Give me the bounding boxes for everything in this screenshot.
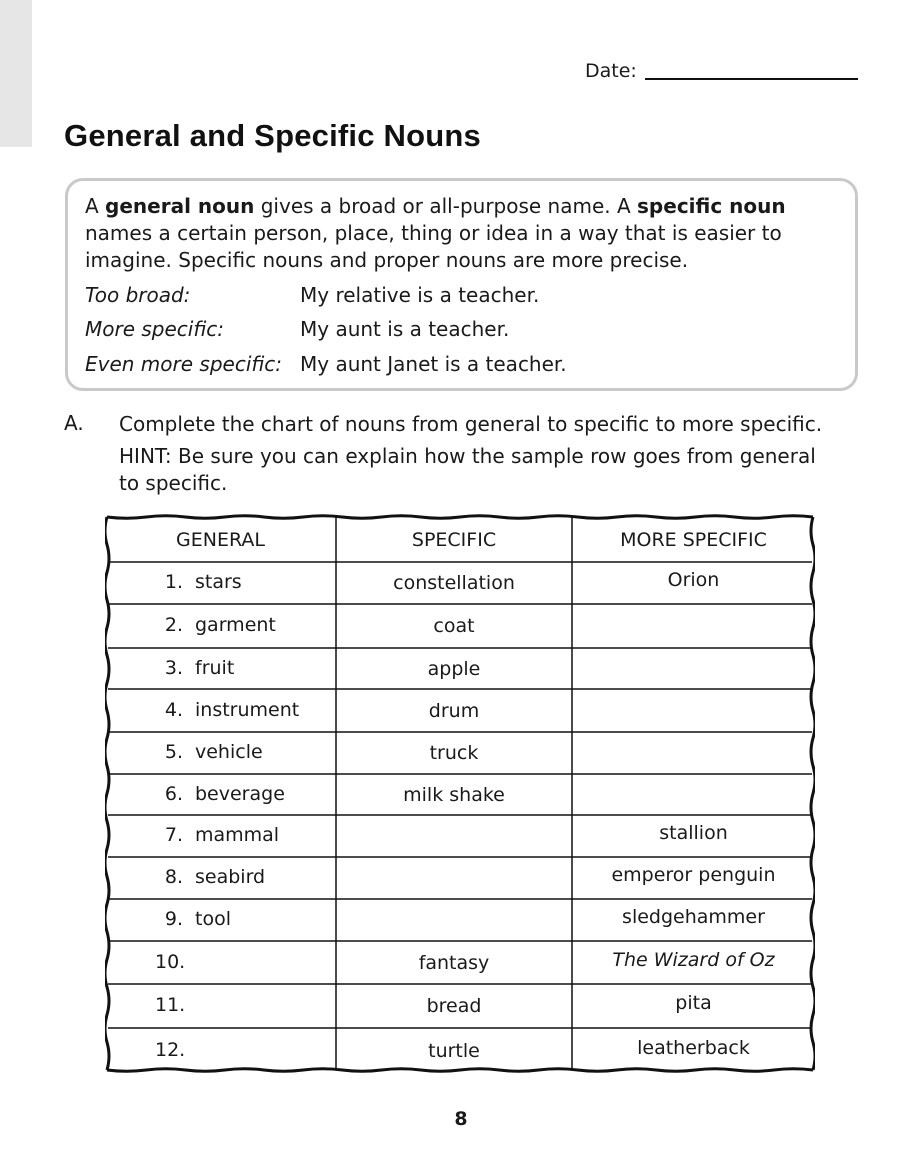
page-title: General and Specific Nouns (64, 118, 481, 153)
more-specific-noun-cell: Orion (667, 569, 720, 591)
general-noun-cell: vehicle (195, 741, 263, 763)
header-more-specific: MORE SPECIFIC (620, 529, 767, 551)
header-specific: SPECIFIC (411, 529, 497, 551)
instructions (119, 411, 839, 497)
row-number: 7. (164, 824, 183, 846)
section-letter: A. (64, 411, 84, 435)
example-label: Even more specific: (85, 352, 283, 376)
example-label: More specific: (85, 317, 225, 341)
specific-noun-blank[interactable] (336, 857, 572, 899)
more-specific-noun-cell: The Wizard of Oz (612, 948, 775, 971)
row-number: 11. (155, 994, 186, 1016)
header-general: GENERAL (176, 529, 265, 551)
more-specific-noun-cell: stallion (659, 822, 728, 844)
general-noun-blank[interactable] (195, 984, 330, 1028)
date-label: Date: (585, 60, 637, 82)
more-specific-noun-blank[interactable] (572, 604, 815, 648)
definition-part: names a certain person, place, thing or idea in a way that is easier to imagine. Specific nouns and proper nouns are more precise. (85, 221, 782, 272)
row-number: 9. (164, 908, 183, 930)
specific-noun-cell: truck (429, 742, 479, 764)
date-input-line[interactable] (645, 78, 858, 80)
general-noun-cell: fruit (195, 656, 235, 679)
row-number: 5. (164, 741, 183, 763)
row-number: 8. (164, 866, 183, 888)
definition-part: A (85, 194, 106, 218)
specific-noun-cell: milk shake (403, 783, 505, 806)
term-specific-noun: specific noun (637, 194, 786, 218)
example-sentence: My aunt Janet is a teacher. (300, 352, 567, 376)
specific-noun-cell: constellation (393, 572, 515, 594)
general-noun-cell: garment (195, 614, 276, 636)
specific-noun-blank[interactable] (336, 899, 572, 941)
noun-chart (105, 514, 815, 1073)
row-number: 6. (164, 782, 183, 805)
page-number: 8 (454, 1108, 468, 1130)
general-noun-cell: mammal (195, 824, 280, 846)
row-number: 12. (155, 1038, 186, 1061)
general-noun-blank[interactable] (195, 1028, 330, 1073)
more-specific-noun-cell: pita (675, 992, 712, 1014)
example-label: Too broad: (85, 283, 191, 307)
more-specific-noun-blank[interactable] (572, 732, 815, 774)
general-noun-blank[interactable] (195, 941, 330, 984)
specific-noun-cell: turtle (428, 1039, 480, 1062)
more-specific-noun-cell: sledgehammer (622, 906, 765, 928)
row-number: 2. (164, 614, 183, 636)
row-number: 1. (164, 571, 183, 593)
row-number: 10. (155, 950, 186, 973)
specific-noun-cell: coat (433, 615, 475, 637)
page-margin-strip (0, 0, 32, 147)
specific-noun-cell: fantasy (418, 951, 490, 974)
general-noun-cell: beverage (195, 782, 285, 805)
general-noun-cell: tool (195, 908, 231, 930)
row-number: 3. (164, 656, 183, 679)
chart-border-edge (105, 517, 109, 1070)
row-number: 4. (164, 698, 183, 721)
definition-part: gives a broad or all-purpose name. A (254, 194, 638, 218)
hint-text: HINT: Be sure you can explain how the sample row goes from general to specific. (119, 444, 816, 495)
more-specific-noun-blank[interactable] (572, 774, 815, 815)
definition-text (85, 193, 830, 274)
more-specific-noun-cell: emperor penguin (611, 864, 776, 886)
example-sentence: My relative is a teacher. (300, 283, 540, 307)
specific-noun-cell: apple (427, 657, 481, 680)
general-noun-cell: seabird (195, 866, 266, 888)
term-general-noun: general noun (105, 194, 255, 218)
specific-noun-cell: bread (426, 995, 482, 1017)
general-noun-cell: instrument (195, 698, 300, 721)
more-specific-noun-blank[interactable] (572, 648, 815, 689)
more-specific-noun-blank[interactable] (572, 689, 815, 732)
example-sentence: My aunt is a teacher. (300, 317, 510, 341)
specific-noun-cell: drum (428, 699, 480, 722)
specific-noun-blank[interactable] (336, 815, 572, 857)
instruction-text: Complete the chart of nouns from general to specific to more specific. (119, 412, 823, 436)
more-specific-noun-cell: leatherback (637, 1036, 750, 1059)
general-noun-cell: stars (195, 571, 242, 593)
